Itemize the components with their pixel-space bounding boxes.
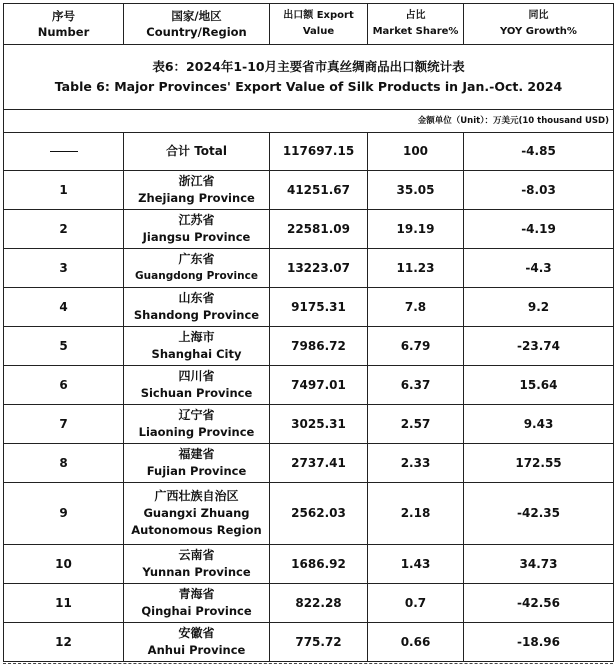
cell-value: 7497.01: [270, 366, 368, 405]
cell-growth: 9.43: [464, 405, 614, 444]
region-zh: 浙江省: [178, 174, 215, 188]
cell-growth: 9.2: [464, 288, 614, 327]
cell-number: [4, 133, 124, 171]
region-en: Fujian Province: [146, 464, 247, 478]
cell-region: [124, 249, 270, 288]
export-table: [3, 3, 614, 662]
cell-region: [124, 405, 270, 444]
header-export-value: [270, 4, 368, 45]
cell-share: 2.18: [368, 483, 464, 545]
header-number-en: Number: [37, 25, 90, 39]
cell-number: 11: [4, 584, 124, 623]
cell-share: 6.79: [368, 327, 464, 366]
header-yoy-growth-en: YOY Growth%: [500, 26, 577, 37]
region-zh: 青海省: [178, 587, 215, 601]
cell-share: 0.7: [368, 584, 464, 623]
region-en: Sichuan Province: [140, 386, 253, 400]
cell-value: 13223.07: [270, 249, 368, 288]
region-zh: 四川省: [178, 369, 215, 383]
cell-growth: -42.35: [464, 483, 614, 545]
cell-share: 6.37: [368, 366, 464, 405]
cell-region: [124, 584, 270, 623]
cell-share: 2.33: [368, 444, 464, 483]
cell-region: [124, 366, 270, 405]
cell-region: [124, 288, 270, 327]
title-zh: 表6：2024年1-10月主要省市真丝绸商品出口额统计表: [152, 59, 465, 74]
region-zh: 上海市: [178, 330, 215, 344]
cell-number: 2: [4, 210, 124, 249]
table-row: [4, 249, 614, 288]
region-en: Yunnan Province: [142, 565, 251, 579]
header-number-zh: 序号: [52, 9, 75, 23]
header-market-share-en: Market Share%: [372, 26, 459, 37]
cell-region: [124, 483, 270, 545]
header-export-value-en: Value: [302, 26, 335, 37]
header-yoy-growth-zh: 同比: [528, 10, 549, 21]
region-en: Guangxi Zhuang: [143, 506, 250, 520]
cell-share: 7.8: [368, 288, 464, 327]
cell-growth: 15.64: [464, 366, 614, 405]
cell-number: 6: [4, 366, 124, 405]
bottom-dashed-rule: [3, 663, 613, 664]
region-en-line2: Autonomous Region: [131, 523, 262, 537]
title-en: Table 6: Major Provinces' Export Value of Silk Products in Jan.-Oct. 2024: [54, 79, 563, 94]
cell-growth: -42.56: [464, 584, 614, 623]
region-zh: 江苏省: [178, 213, 215, 227]
region-en: Zhejiang Province: [138, 191, 255, 205]
cell-number: 4: [4, 288, 124, 327]
table-title: [4, 45, 614, 110]
header-region-en: Country/Region: [146, 25, 247, 39]
cell-growth: 172.55: [464, 444, 614, 483]
cell-value: 2562.03: [270, 483, 368, 545]
cell-share: 35.05: [368, 171, 464, 210]
header-number: [4, 4, 124, 45]
table-row: [4, 584, 614, 623]
cell-share: 19.19: [368, 210, 464, 249]
header-region: [124, 4, 270, 45]
cell-value: 9175.31: [270, 288, 368, 327]
cell-value: 117697.15: [270, 133, 368, 171]
region-zh: 云南省: [178, 548, 215, 562]
region-en: Jiangsu Province: [142, 230, 251, 244]
cell-share: 100: [368, 133, 464, 171]
table-row: [4, 444, 614, 483]
region-en: Shandong Province: [133, 308, 260, 322]
cell-number: 5: [4, 327, 124, 366]
cell-growth: -4.3: [464, 249, 614, 288]
cell-value: 2737.41: [270, 444, 368, 483]
table-row: [4, 171, 614, 210]
cell-value: 822.28: [270, 584, 368, 623]
cell-share: 2.57: [368, 405, 464, 444]
cell-share: 11.23: [368, 249, 464, 288]
region-zh: 山东省: [178, 291, 215, 305]
region-en: Qinghai Province: [141, 604, 252, 618]
cell-value: 3025.31: [270, 405, 368, 444]
cell-growth: -23.74: [464, 327, 614, 366]
silk-export-table-sheet: [3, 3, 613, 664]
table-row: [4, 405, 614, 444]
cell-number: 3: [4, 249, 124, 288]
cell-region: [124, 623, 270, 662]
cell-value: 41251.67: [270, 171, 368, 210]
cell-growth: -8.03: [464, 171, 614, 210]
header-yoy-growth: [464, 4, 614, 45]
cell-growth: -4.85: [464, 133, 614, 171]
header-region-zh: 国家/地区: [171, 9, 222, 23]
cell-number: 9: [4, 483, 124, 545]
cell-region: [124, 444, 270, 483]
table-row: [4, 366, 614, 405]
dash-mark: [50, 151, 78, 152]
column-headers: [4, 4, 614, 45]
cell-growth: -18.96: [464, 623, 614, 662]
cell-value: 22581.09: [270, 210, 368, 249]
cell-value: 1686.92: [270, 545, 368, 584]
cell-number: 12: [4, 623, 124, 662]
region-en: Anhui Province: [147, 643, 246, 657]
cell-share: 1.43: [368, 545, 464, 584]
table-row: [4, 483, 614, 545]
cell-region: [124, 171, 270, 210]
table-row: [4, 288, 614, 327]
region-en: Shanghai City: [151, 347, 242, 361]
cell-growth: 34.73: [464, 545, 614, 584]
region-en: Liaoning Province: [138, 425, 255, 439]
region-zh: 辽宁省: [178, 408, 215, 422]
cell-number: 1: [4, 171, 124, 210]
cell-region: [124, 210, 270, 249]
region-zh: 安徽省: [178, 626, 215, 640]
cell-region: [124, 545, 270, 584]
table-body: [4, 133, 614, 662]
cell-value: 7986.72: [270, 327, 368, 366]
header-export-value-zh: 出口额 Export: [283, 10, 354, 21]
cell-region: 合计 Total: [124, 133, 270, 171]
region-zh: 福建省: [178, 447, 215, 461]
region-zh: 广东省: [178, 252, 215, 266]
cell-value: 775.72: [270, 623, 368, 662]
table-head-block: [4, 45, 614, 133]
region-zh: 广西壮族自治区: [154, 489, 239, 503]
header-market-share: [368, 4, 464, 45]
table-row: [4, 327, 614, 366]
table-row: [4, 210, 614, 249]
table-row-total: [4, 133, 614, 171]
cell-number: 10: [4, 545, 124, 584]
cell-growth: -4.19: [464, 210, 614, 249]
table-row: [4, 623, 614, 662]
table-row: [4, 545, 614, 584]
header-market-share-zh: 占比: [405, 10, 426, 21]
cell-region: [124, 327, 270, 366]
cell-number: 8: [4, 444, 124, 483]
cell-share: 0.66: [368, 623, 464, 662]
region-en: Guangdong Province: [135, 270, 258, 282]
cell-number: 7: [4, 405, 124, 444]
unit-note: 金额单位（Unit）：万美元(10 thousand USD): [4, 110, 614, 133]
